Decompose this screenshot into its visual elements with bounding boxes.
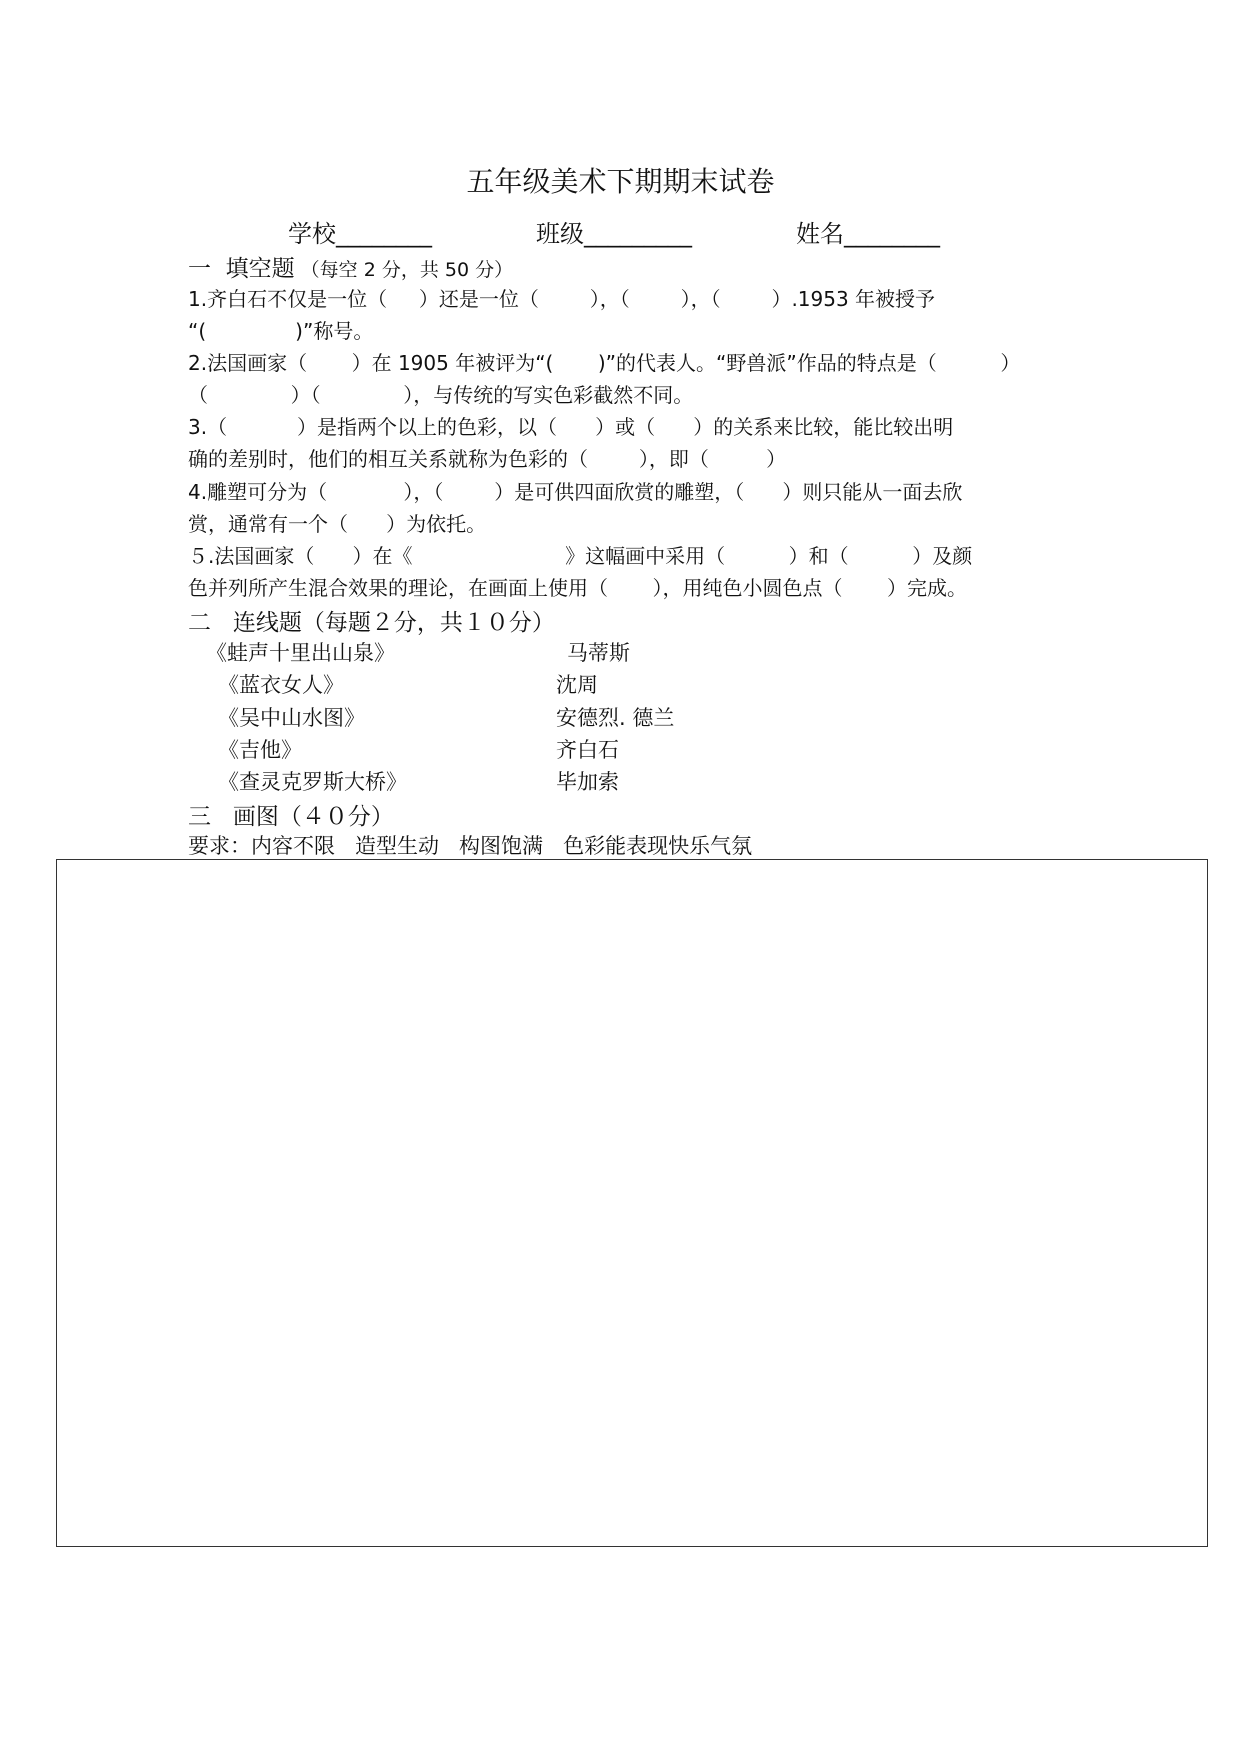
match-right-item: 齐白石 — [556, 738, 619, 762]
question-line: 4.雕塑可分为（ ），（ ）是可供四面欣赏的雕塑，（ ）则只能从一面去欣 — [188, 480, 963, 504]
match-left-item: 《吴中山水图》 — [218, 706, 365, 730]
drawing-area[interactable] — [56, 859, 1208, 1547]
section2-heading: 二 连线题（每题２分，共１０分） — [188, 610, 555, 636]
match-left-item: 《蓝衣女人》 — [218, 673, 344, 697]
section1-heading — [188, 250, 513, 283]
section1-title: 一 填空题 — [188, 256, 295, 282]
drawing-requirement: 要求：内容不限 造型生动 构图饱满 色彩能表现快乐气氛 — [188, 834, 753, 858]
page-title: 五年级美术下期期末试卷 — [466, 165, 775, 198]
match-left-item: 《查灵克罗斯大桥》 — [218, 770, 407, 794]
question-line: 1.齐白石不仅是一位（ ）还是一位（ ），（ ），（ ）.1953 年被授予 — [188, 287, 936, 311]
question-line: 赏，通常有一个（ ）为依托。 — [188, 512, 487, 536]
question-line: 色并列所产生混合效果的理论，在画面上使用（ ），用纯色小圆色点（ ）完成。 — [188, 576, 968, 600]
question-line: （ ）（ ），与传统的写实色彩截然不同。 — [188, 383, 694, 407]
section3-heading: 三 画图（４０分） — [188, 804, 394, 830]
match-right-item: 安德烈. 德兰 — [556, 706, 675, 730]
question-line: 确的差别时，他们的相互关系就称为色彩的（ ），即（ ） — [188, 447, 787, 471]
match-left-item: 《蛙声十里出山泉》 — [206, 641, 395, 665]
section1-note: （每空 2 分，共 50 分） — [294, 259, 514, 281]
question-line: “( )”称号。 — [188, 319, 374, 343]
question-line: 2.法国画家（ ）在 1905 年被评为“( )”的代表人。“野兽派”作品的特点是（ ） — [188, 351, 1021, 375]
match-right-item: 毕加索 — [556, 770, 619, 794]
question-line: 3.（ ）是指两个以上的色彩，以（ ）或（ ）的关系来比较，能比较出明 — [188, 415, 954, 439]
school-field: 学校________ — [288, 220, 432, 248]
match-right-item: 沈周 — [556, 673, 598, 697]
name-field: 姓名________ — [796, 220, 940, 248]
match-left-item: 《吉他》 — [218, 738, 302, 762]
match-right-item: 马蒂斯 — [567, 641, 630, 665]
question-line: ５.法国画家（ ）在《 》这幅画中采用（ ）和（ ）及颜 — [188, 544, 973, 568]
class-field: 班级_________ — [536, 220, 692, 248]
